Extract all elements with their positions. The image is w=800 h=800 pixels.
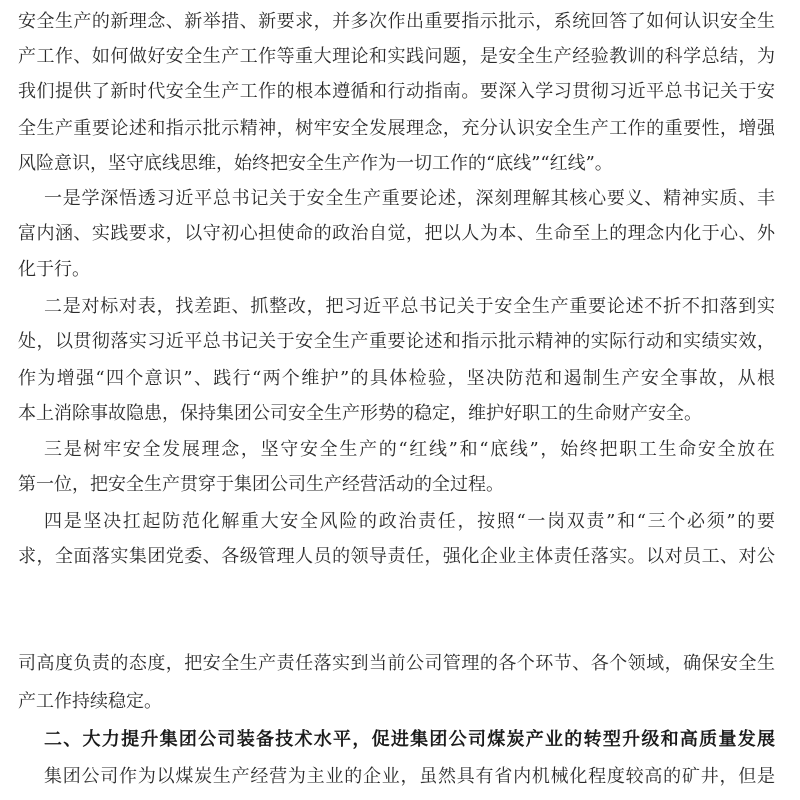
paragraph-line: 化于行。 [18, 259, 90, 280]
section-heading: 二、大力提升集团公司装备技术水平，促进集团公司煤炭产业的转型升级和高质量发展 [44, 729, 775, 750]
paragraph-line: 三是树牢安全发展理念，坚守安全生产的“红线”和“底线”，始终把职工生命安全放在 [44, 439, 775, 460]
paragraph-line: 产工作持续稳定。 [18, 691, 162, 712]
paragraph-line: 求，全面落实集团党委、各级管理人员的领导责任，强化企业主体责任落实。以对员工、对公 [18, 546, 775, 567]
paragraph-line: 一是学深悟透习近平总书记关于安全生产重要论述，深刻理解其核心要义、精神实质、丰 [44, 188, 775, 209]
paragraph-line: 安全生产的新理念、新举措、新要求，并多次作出重要指示批示，系统回答了如何认识安全生 [18, 11, 775, 32]
paragraph-line: 第一位，把安全生产贯穿于集团公司生产经营活动的全过程。 [18, 474, 504, 495]
paragraph-line: 我们提供了新时代安全生产工作的根本遵循和行动指南。要深入学习贯彻习近平总书记关于安 [18, 81, 775, 102]
paragraph-line: 本上消除事故隐患，保持集团公司安全生产形势的稳定，维护好职工的生命财产安全。 [18, 403, 702, 424]
paragraph-line: 二是对标对表，找差距、抓整改，把习近平总书记关于安全生产重要论述不折不扣落到实 [44, 296, 775, 317]
paragraph-line: 四是坚决扛起防范化解重大安全风险的政治责任，按照“一岗双责”和“三个必须”的要 [44, 511, 775, 532]
paragraph-line: 全生产重要论述和指示批示精神，树牢安全发展理念，充分认识安全生产工作的重要性，增强 [18, 118, 775, 139]
paragraph-line: 富内涵、实践要求，以守初心担使命的政治自觉，把以人为本、生命至上的理念内化于心、外 [18, 223, 775, 244]
paragraph-line: 司高度负责的态度，把安全生产责任落实到当前公司管理的各个环节、各个领域，确保安全生 [18, 653, 775, 674]
paragraph-line: 集团公司作为以煤炭生产经营为主业的企业，虽然具有省内机械化程度较高的矿井，但是 [44, 766, 775, 787]
paragraph-line: 作为增强“四个意识”、践行“两个维护”的具体检验，坚决防范和遏制生产安全事故，从根 [18, 368, 775, 389]
paragraph-line: 风险意识，坚守底线思维，始终把安全生产作为一切工作的“底线”“红线”。 [18, 153, 613, 174]
paragraph-line: 处，以贯彻落实习近平总书记关于安全生产重要论述和指示批示精神的实际行动和实绩实效， [18, 331, 775, 352]
paragraph-line: 产工作、如何做好安全生产工作等重大理论和实践问题，是安全生产经验教训的科学总结，为 [18, 46, 775, 67]
